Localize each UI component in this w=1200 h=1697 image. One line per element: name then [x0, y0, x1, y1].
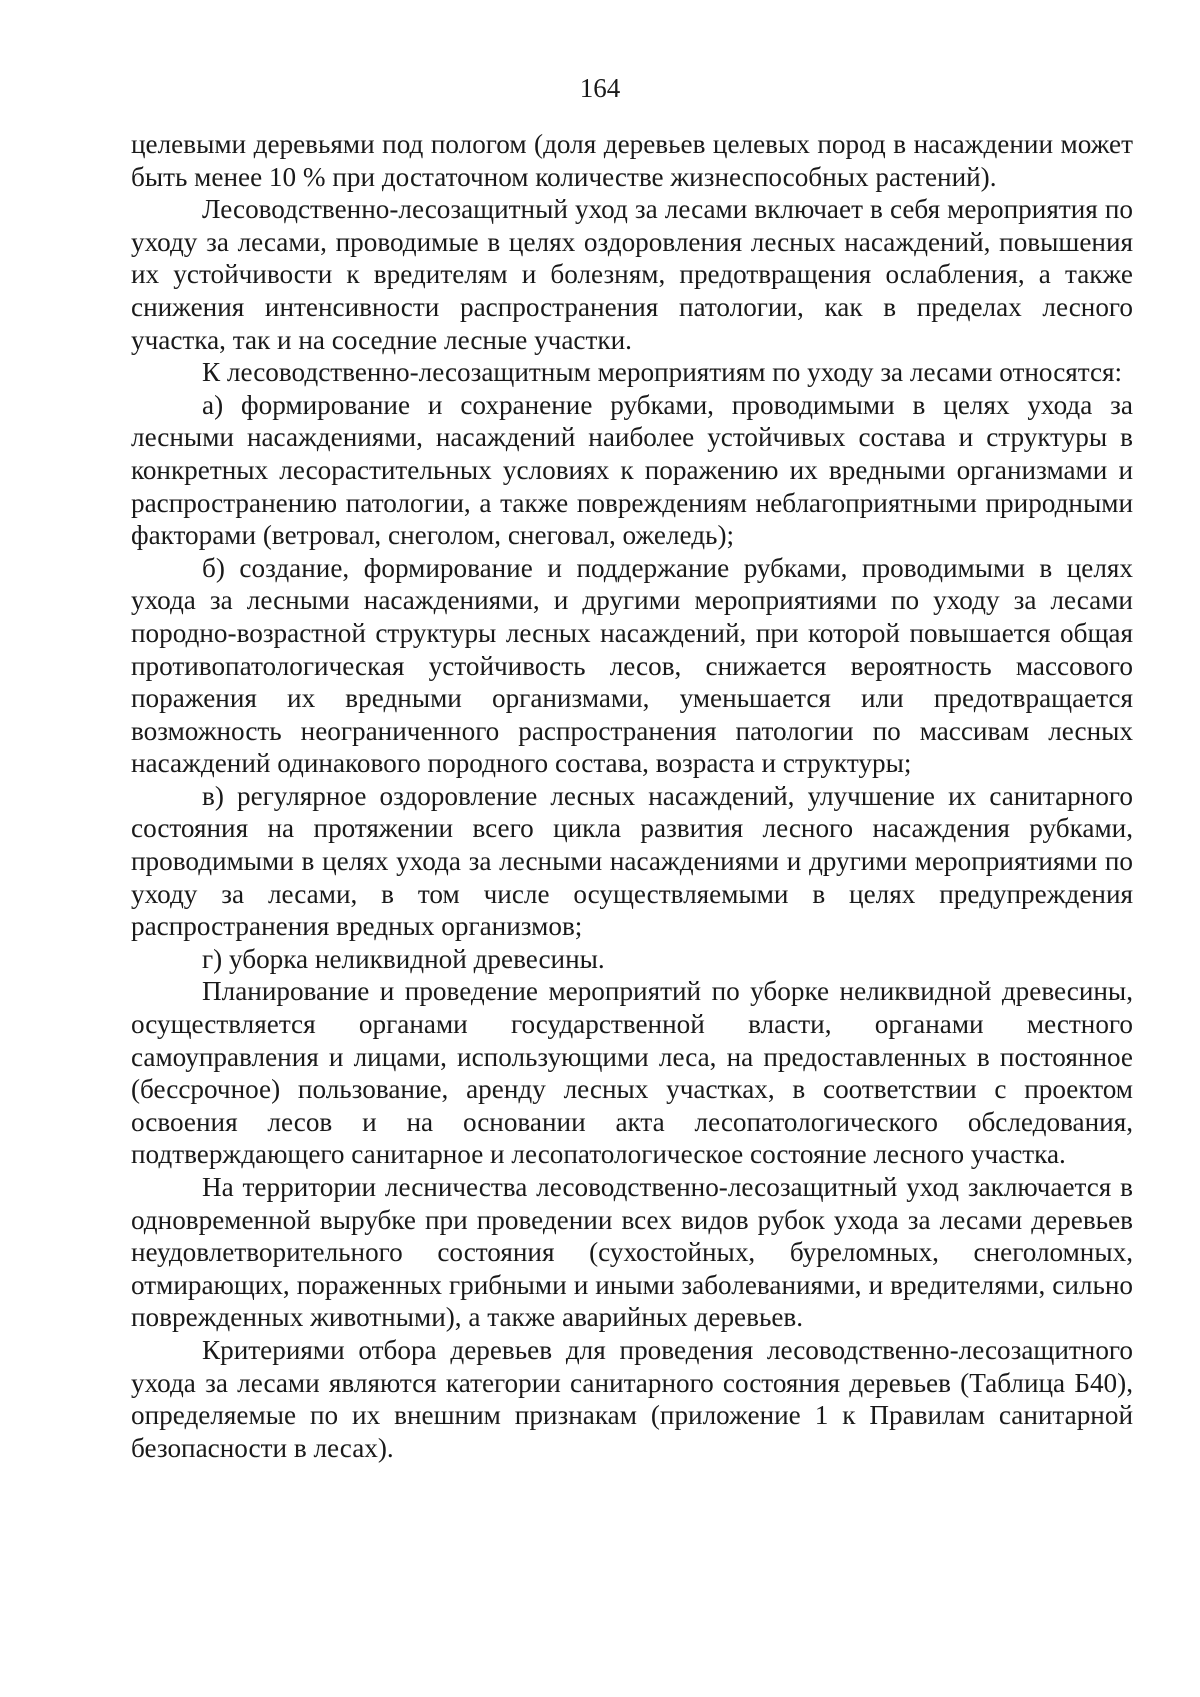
paragraph-selection-criteria: Критериями отбора деревьев для проведения лесоводственно-лесозащитного ухода за лесами являются категории санитарного состояния деревьев (Таблица Б40), определяемые по их внешним признакам (приложение 1 к Правилам санитарной безопасности в лесах).	[131, 1334, 1133, 1463]
list-item-a: а) формирование и сохранение рубками, проводимыми в целях ухода за лесными насаждениями, насаждений наиболее устойчивых состава и структуры в конкретных лесорастительных условиях к поражению их вредными организмами и распространению патологии, а также повреждениям неблагоприятными природными факторами (ветровал, снеголом, снеговал, ожеледь);	[131, 389, 1133, 551]
list-item-v: в) регулярное оздоровление лесных насаждений, улучшение их санитарного состояния на протяжении всего цикла развития лесного насаждения рубками, проводимыми в целях ухода за лесными насаждениями и другими мероприятиями по уходу за лесами, в том числе осуществляемыми в целях предупреждения распространения вредных организмов;	[131, 780, 1133, 942]
paragraph-forestry-territory: На территории лесничества лесоводственно-лесозащитный уход заключается в одновременной вырубке при проведении всех видов рубок ухода за лесами деревьев неудовлетворительного состояния (сухостойных, буреломных, снеголомных, отмирающих, пораженных грибными и иными заболеваниями, и вредителями, сильно поврежденных животными), а также аварийных деревьев.	[131, 1172, 1133, 1333]
list-item-g: г) уборка неликвидной древесины.	[202, 943, 605, 974]
paragraph-planning: Планирование и проведение мероприятий по уборке неликвидной древесины, осуществляется органами государственной власти, органами местного самоуправления и лицами, использующими леса, на предоставленных в постоянное (бессрочное) пользование, аренду лесных участках, в соответствии с проектом освоения лесов и на основании акта лесопатологического обследования, подтверждающего санитарное и лесопатологическое состояние лесного участка.	[131, 976, 1133, 1170]
page-number: 164	[579, 73, 621, 103]
list-item-b: б) создание, формирование и поддержание рубками, проводимыми в целях ухода за лесными насаждениями, и другими мероприятиями по уходу за лесами породно-возрастной структуры лесных насаждений, при которой повышается общая противопатологическая устойчивость лесов, снижается вероятность массового поражения их вредными организмами, уменьшается или предотвращается возможность неограниченного распространения патологии по массивам лесных насаждений одинакового породного состава, возраста и структуры;	[131, 552, 1133, 779]
document-body	[131, 128, 1133, 1464]
paragraph-continuation: целевыми деревьями под пологом (доля деревьев целевых пород в насаждении может быть менее 10 % при достаточном количестве жизнеспособных растений).	[131, 129, 1133, 192]
paragraph-measures-intro: К лесоводственно-лесозащитным мероприятиям по уходу за лесами относятся:	[202, 357, 1123, 388]
paragraph-care-definition: Лесоводственно-лесозащитный уход за лесами включает в себя мероприятия по уходу за лесами, проводимые в целях оздоровления лесных насаждений, повышения их устойчивости к вредителям и болезням, предотвращения ослабления, а также снижения интенсивности распространения патологии, как в пределах лесного участка, так и на соседние лесные участки.	[131, 194, 1133, 355]
